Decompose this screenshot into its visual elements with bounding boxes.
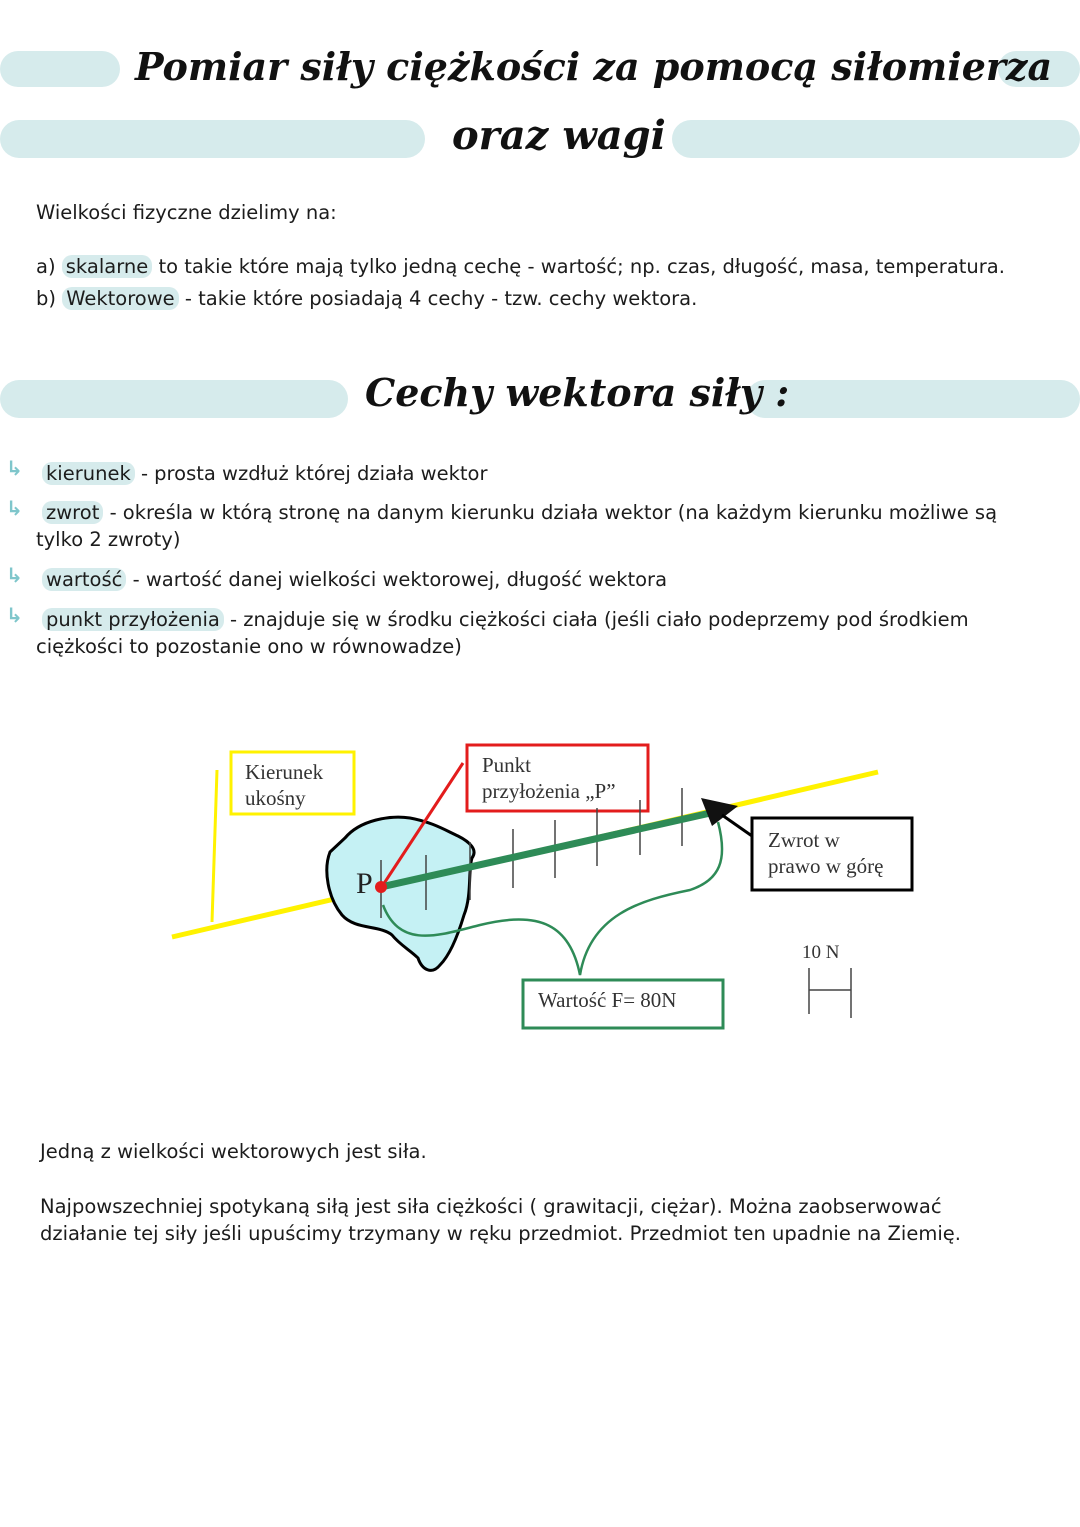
- feature-zwrot-cont: tylko 2 zwroty): [36, 528, 181, 551]
- feature-punkt-cont: ciężkości to pozostanie ono w równowadze): [36, 635, 462, 658]
- intro-a-prefix: a): [36, 255, 56, 278]
- feature-desc: - określa w którą stronę na danym kierunku działa wektor (na każdym kierunku możliwe są: [109, 501, 998, 524]
- paragraph-2-line2: działanie tej siły jeśli upuścimy trzymany w ręku przedmiot. Przedmiot ten upadnie na Ziemię.: [40, 1222, 961, 1245]
- paragraph-1: Jedną z wielkości wektorowych jest siła.: [40, 1140, 427, 1163]
- intro-b-rest: - takie które posiadają 4 cechy - tzw. cechy wektora.: [184, 287, 698, 310]
- intro-a-rest: to takie które mają tylko jedną cechę - wartość; np. czas, długość, masa, temperatura.: [158, 255, 1005, 278]
- feature-desc: - prosta wzdłuż której działa wektor: [140, 462, 488, 485]
- title-bar-left-2: [0, 120, 425, 158]
- section-bar-right: [746, 380, 1080, 418]
- feature-punkt: [42, 606, 969, 633]
- point-P: [375, 881, 387, 893]
- feature-zwrot: [42, 499, 997, 526]
- feature-term: punkt przyłożenia: [42, 608, 224, 631]
- arrow-icon: ↳: [6, 563, 23, 587]
- zwrot-label-2: prawo w górę: [768, 854, 884, 878]
- feature-wartosc: [42, 566, 667, 593]
- feature-term: wartość: [42, 568, 126, 591]
- title-bar-right-2: [672, 120, 1080, 158]
- body-shape: [327, 817, 474, 970]
- feature-term: zwrot: [42, 501, 103, 524]
- section-bar-left: [0, 380, 348, 418]
- zwrot-pointer: [722, 815, 752, 836]
- punkt-label-2: przyłożenia „P”: [482, 779, 616, 803]
- punkt-label-1: Punkt: [482, 753, 532, 777]
- scale-label: 10 N: [802, 942, 840, 963]
- point-P-label: P: [356, 867, 373, 900]
- page-title-line2: oraz wagi: [452, 112, 666, 159]
- force-vector-diagram: [0, 720, 1080, 1060]
- intro-b-prefix: b): [36, 287, 56, 310]
- intro-item-a: [36, 253, 1005, 280]
- paragraph-2-line1: Najpowszechniej spotykaną siłą jest siła ciężkości ( grawitacji, ciężar). Można zaobserwować: [40, 1195, 942, 1218]
- intro-item-b: [36, 285, 697, 312]
- feature-desc: - wartość danej wielkości wektorowej, długość wektora: [132, 568, 668, 591]
- intro-heading: Wielkości fizyczne dzielimy na:: [36, 201, 337, 224]
- feature-desc: - znajduje się w środku ciężkości ciała (jeśli ciało podeprzemy pod środkiem: [230, 608, 969, 631]
- feature-term: kierunek: [42, 462, 135, 485]
- page-title-line1: Pomiar siły ciężkości za pomocą siłomierza: [135, 44, 1053, 89]
- section-title: Cechy wektora siły :: [365, 370, 790, 415]
- wartosc-label: Wartość F= 80N: [538, 988, 677, 1012]
- kierunek-pointer: [212, 770, 217, 922]
- feature-kierunek: [42, 460, 488, 487]
- title-bar-left-1: [0, 51, 120, 87]
- zwrot-label-1: Zwrot w: [768, 828, 840, 852]
- arrow-icon: ↳: [6, 496, 23, 520]
- arrow-icon: ↳: [6, 456, 23, 480]
- kierunek-label-2: ukośny: [245, 786, 306, 810]
- intro-a-term: skalarne: [62, 255, 152, 278]
- intro-b-term: Wektorowe: [62, 287, 178, 310]
- kierunek-label-1: Kierunek: [245, 760, 324, 784]
- arrow-icon: ↳: [6, 603, 23, 627]
